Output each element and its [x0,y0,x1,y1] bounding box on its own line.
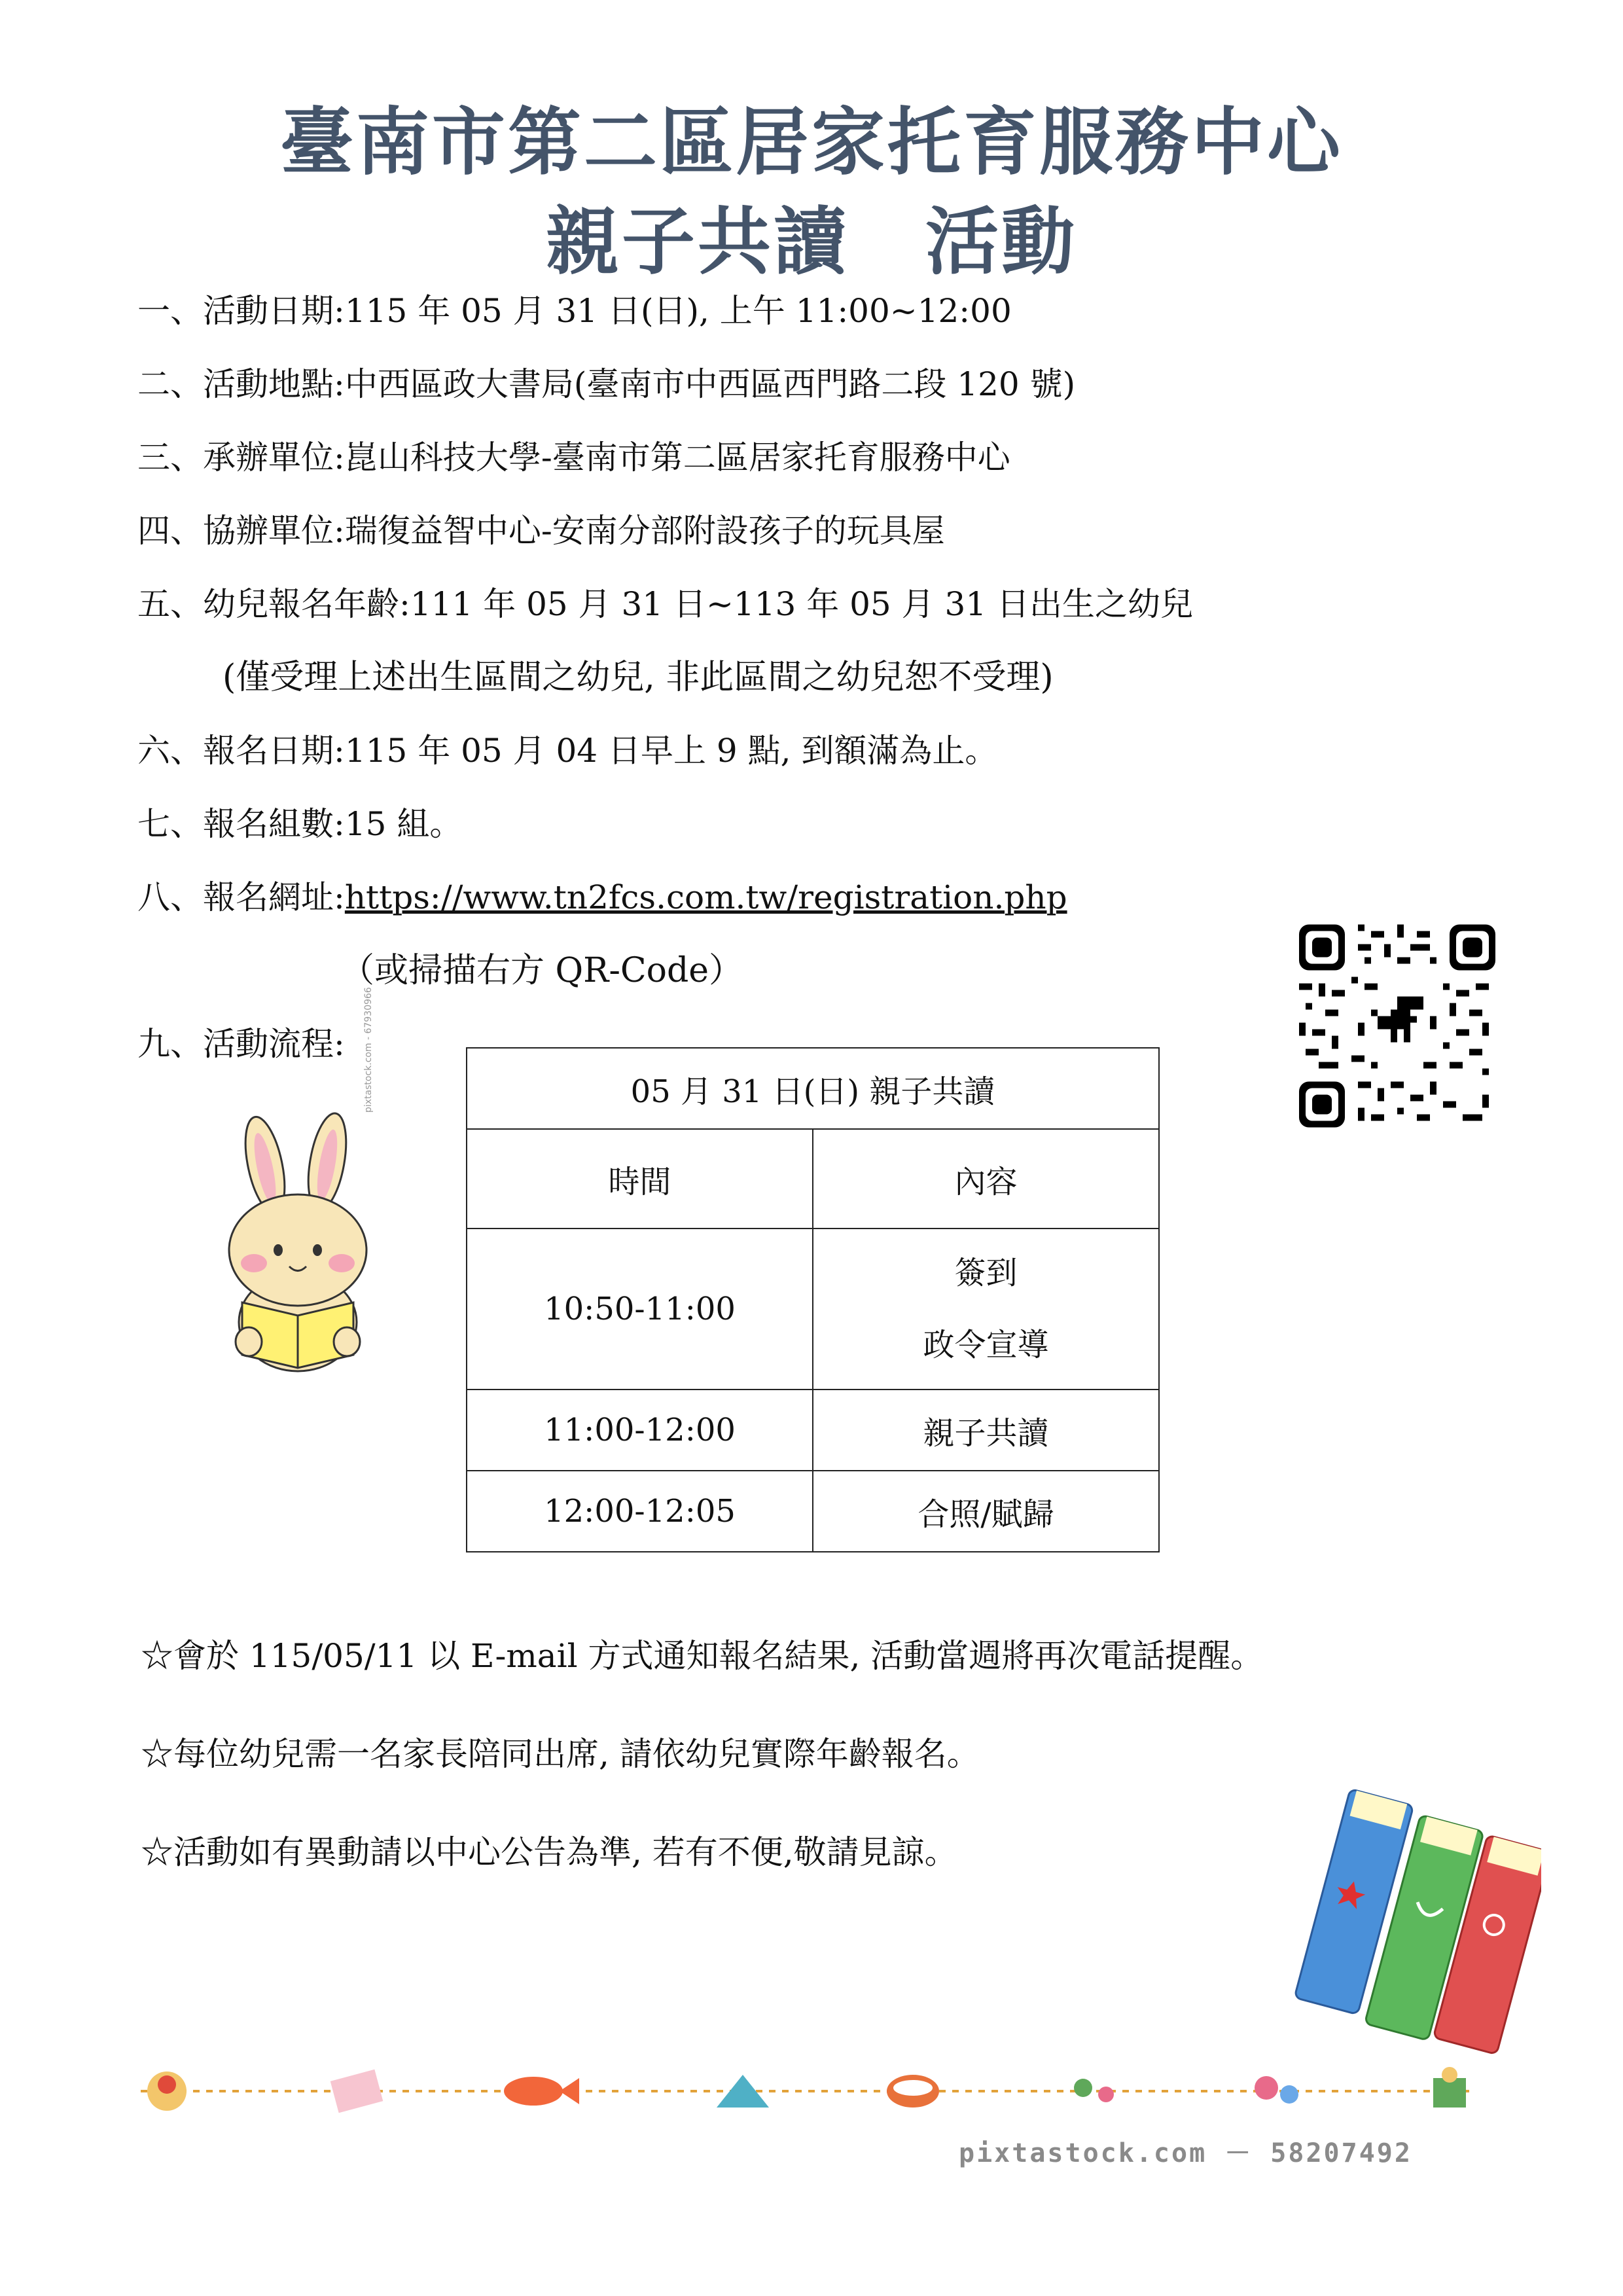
info-schedule: 九、活動流程: [137,1025,345,1063]
age-note: (僅受理上述出生區間之幼兒, 非此區間之幼兒恕不受理) [223,658,1054,697]
row-time: 10:50-11:00 [467,1229,813,1390]
page-subtitle: 親子共讀 活動 [546,200,1077,285]
schedule-header: 05 月 31 日(日) 親子共讀 [467,1048,1159,1129]
schedule-table [466,1047,1160,1552]
info-registration-date-value: 115 年 05 月 04 日早上 9 點, 到額滿為止。 [344,732,998,770]
row-content: 親子共讀 [813,1390,1159,1471]
row-content: 合照/賦歸 [813,1471,1159,1552]
registration-link[interactable]: https://www.tn2fcs.com.tw/registration.php [344,878,1067,916]
table-row [467,1229,1159,1390]
info-registration-url: 八、報名網址:https://www.tn2fcs.com.tw/registration.php [137,878,1067,916]
info-url-label: 八、報名網址 [137,878,334,916]
note-parent: ☆每位幼兒需一名家長陪同出席, 請依幼兒實際年齡報名。 [141,1735,980,1773]
info-location-value: 中西區政大書局(臺南市中西區西門路二段 120 號) [344,365,1076,403]
page-title: 臺南市第二區居家托育服務中心 [280,100,1343,185]
table-row [467,1471,1159,1552]
info-age: 五、幼兒報名年齡:111 年 05 月 31 日~113 年 05 月 31 日出生之幼兒 [137,585,1194,623]
garland-decoration-icon [141,2062,1476,2121]
info-group-count: 七、報名組數:15 組。 [137,805,463,843]
bunny-reading-icon [216,1106,386,1381]
qr-code-icon[interactable] [1299,923,1495,1129]
row-content [813,1229,1159,1390]
info-schedule-label: 九、活動流程 [137,1025,334,1063]
column-header-time: 時間 [467,1129,813,1229]
info-registration-date: 六、報名日期:115 年 05 月 04 日早上 9 點, 到額滿為止。 [137,732,998,770]
info-date-label: 一、活動日期 [137,292,334,330]
info-location: 二、活動地點:中西區政大書局(臺南市中西區西門路二段 120 號) [137,365,1076,403]
info-organizer-label: 三、承辦單位 [137,439,334,476]
info-age-label: 五、幼兒報名年齡 [137,585,399,623]
row-content-line: 簽到 [954,1255,1018,1291]
info-location-label: 二、活動地點 [137,365,334,403]
column-header-content: 內容 [813,1129,1159,1229]
info-organizer: 三、承辦單位:崑山科技大學-臺南市第二區居家托育服務中心 [137,439,1010,476]
info-co-organizer-label: 四、協辦單位 [137,512,334,550]
row-time: 11:00-12:00 [467,1390,813,1471]
side-watermark: pixtastock.com - 67930966 [363,987,374,1113]
table-row [467,1390,1159,1471]
row-content-line: 政令宣導 [923,1327,1049,1363]
qr-note: （或掃描右方 QR-Code） [340,951,743,990]
watermark: pixtastock.com － 58207492 [959,2138,1412,2168]
info-group-count-label: 七、報名組數 [137,805,334,843]
books-icon [1293,1761,1541,2062]
info-organizer-value: 崑山科技大學-臺南市第二區居家托育服務中心 [344,439,1010,476]
row-time: 12:00-12:05 [467,1471,813,1552]
note-change: ☆活動如有異動請以中心公告為準, 若有不便,敬請見諒。 [141,1833,957,1871]
info-age-value: 111 年 05 月 31 日~113 年 05 月 31 日出生之幼兒 [410,585,1194,623]
info-registration-date-label: 六、報名日期 [137,732,334,770]
info-date-value: 115 年 05 月 31 日(日), 上午 11:00~12:00 [344,292,1012,330]
info-co-organizer-value: 瑞復益智中心-安南分部附設孩子的玩具屋 [344,512,945,550]
info-co-organizer: 四、協辦單位:瑞復益智中心-安南分部附設孩子的玩具屋 [137,512,945,550]
info-group-count-value: 15 組。 [344,805,463,843]
note-email: ☆會於 115/05/11 以 E-mail 方式通知報名結果, 活動當週將再次電話提醒。 [141,1637,1264,1675]
info-date: 一、活動日期:115 年 05 月 31 日(日), 上午 11:00~12:00 [137,292,1012,330]
